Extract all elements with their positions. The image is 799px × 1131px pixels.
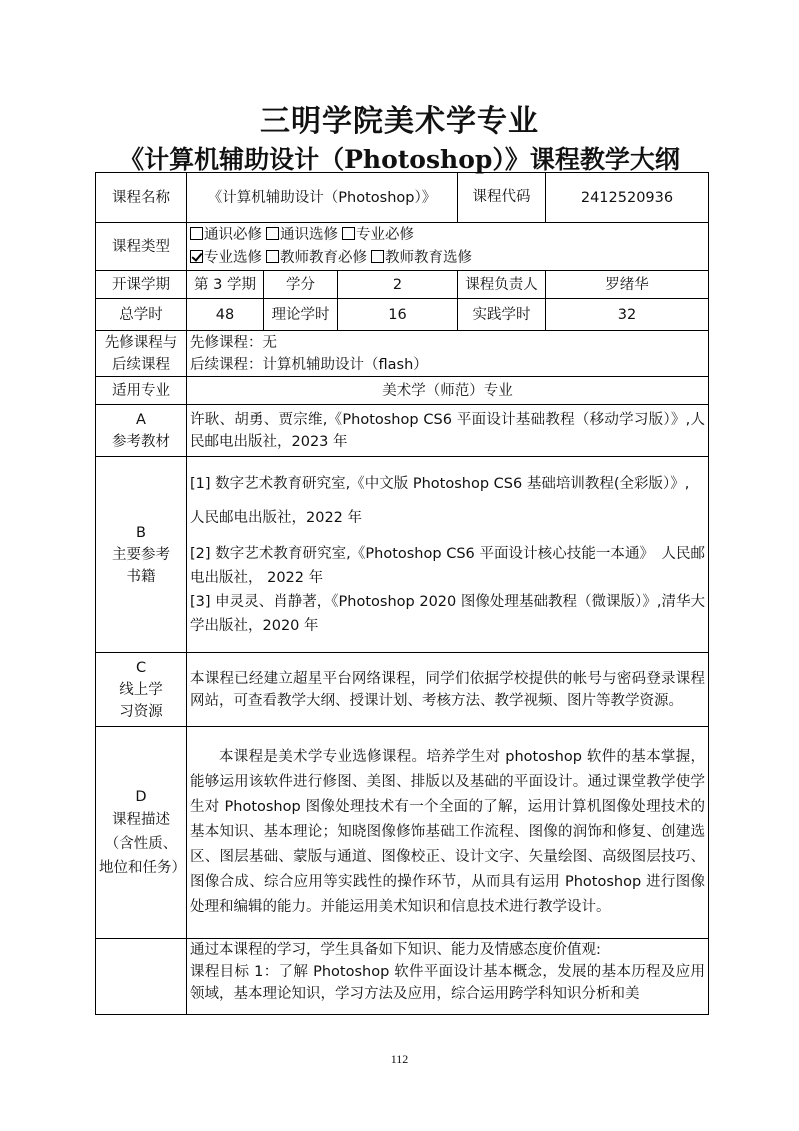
section-letter: D	[135, 788, 147, 805]
row-references	[96, 457, 709, 653]
reference-item: [1] 数字艺术教育研究室,《中文版 Photoshop CS6 基础培训教程(全彩版）》,	[190, 475, 690, 492]
credit-value: 2	[338, 271, 458, 299]
option-tongshi-bixiu: 通识必修	[190, 227, 262, 243]
reference-item: [3] 申灵灵、肖静著，《Photoshop 2020 图像处理基础教程（微课版）》,清华大学出版社，2020 年	[190, 593, 705, 634]
description-value: 本课程是美术学专业选修课程。培养学生对 photoshop 软件的基本掌握，能够运用该软件进行修图、美图、排版以及基础的平面设计。通过课堂教学使学生对 Photoshop 图像处理技术有一个全面的了解，运用计算机图像处理技术的基本知识、基本理论；知晓图像修饰基础工作流程、图像的润饰和修复、创建选区、图层基础、蒙版与通道、图像校正、设计文字、矢量绘图、高级图层技巧、图像合成、综合应用等实践性的操作环节，从而具有运用 Photoshop 进行图像处理和编辑的能力。并能运用美术知识和信息技术进行教学设计。	[187, 727, 709, 939]
major-value: 美术学（师范）专业	[187, 377, 709, 405]
objectives-value	[187, 939, 709, 1015]
checkbox-icon	[342, 227, 355, 240]
section-letter: B	[136, 524, 146, 541]
course-code-value: 2412520936	[546, 173, 709, 223]
online-label-cell	[96, 653, 187, 727]
references-value	[187, 457, 709, 653]
total-hours-value: 48	[187, 299, 264, 331]
section-letter: A	[136, 411, 146, 428]
leader-label: 课程负责人	[458, 271, 546, 299]
row-online	[96, 653, 709, 727]
checkbox-icon	[190, 227, 203, 240]
theory-hours-value: 16	[338, 299, 458, 331]
reference-item: 人民邮电出版社，2022 年	[190, 509, 363, 526]
course-code-label: 课程代码	[458, 173, 546, 223]
checkbox-icon	[266, 227, 279, 240]
description-label-cell	[96, 727, 187, 939]
references-label-cell	[96, 457, 187, 653]
semester-value: 第 3 学期	[187, 271, 264, 299]
online-label: 线上学习资源	[119, 681, 163, 720]
major-label: 适用专业	[96, 377, 187, 405]
row-hours	[96, 299, 709, 331]
objective-1: 课程目标 1：了解 Photoshop 软件平面设计基本概念，发展的基本历程及应用领域，基本理论知识，学习方法及应用，综合运用跨学科知识分析和美	[190, 964, 705, 1002]
prereq-line: 先修课程：无	[190, 334, 277, 351]
textbook-value: 许耿、胡勇、贾宗维,《Photoshop CS6 平面设计基础教程（移动学习版）》,人民邮电出版社，2023 年	[187, 405, 709, 457]
textbook-label: 参考教材	[112, 433, 170, 450]
prereq-value	[187, 331, 709, 377]
checkbox-icon	[266, 250, 279, 263]
reference-item: [2] 数字艺术教育研究室,《Photoshop CS6 平面设计核心技能一本通》 人民邮电出版社， 2022 年	[190, 545, 705, 586]
row-course-type	[96, 223, 709, 271]
semester-label: 开课学期	[96, 271, 187, 299]
followup-line: 后续课程：计算机辅助设计（flash）	[190, 356, 428, 373]
row-description	[96, 727, 709, 939]
objectives-intro: 通过本课程的学习，学生具备如下知识、能力及情感态度价值观:	[190, 942, 601, 958]
row-prereq	[96, 331, 709, 377]
section-letter: C	[135, 659, 147, 676]
option-zhuanye-bixiu: 专业必修	[342, 227, 414, 243]
prereq-label: 先修课程与后续课程	[96, 331, 187, 377]
leader-value: 罗绪华	[546, 271, 709, 299]
objectives-label-cell	[96, 939, 187, 1015]
row-major	[96, 377, 709, 405]
textbook-label-cell	[96, 405, 187, 457]
row-course-name	[96, 173, 709, 223]
option-zhuanye-xuanxiu: 专业选修	[190, 250, 262, 266]
row-textbook	[96, 405, 709, 457]
option-jiaoshi-bixiu: 教师教育必修	[266, 250, 367, 266]
document-subtitle: 《计算机辅助设计（Photoshop）》课程教学大纲	[119, 145, 680, 174]
description-label: 课程描述（含性质、地位和任务）	[99, 811, 186, 876]
theory-hours-label: 理论学时	[264, 299, 338, 331]
syllabus-table	[95, 172, 709, 1015]
checkbox-icon	[371, 250, 384, 263]
row-objectives	[96, 939, 709, 1015]
course-type-label: 课程类型	[96, 223, 187, 271]
option-jiaoshi-xuanxiu: 教师教育选修	[371, 250, 472, 266]
page-number: 112	[390, 1052, 409, 1066]
document-title: 三明学院美术学专业	[260, 104, 539, 139]
checkbox-checked-icon	[190, 250, 203, 263]
option-tongshi-xuanxiu: 通识选修	[266, 227, 338, 243]
row-semester	[96, 271, 709, 299]
references-label: 主要参考书籍	[112, 546, 170, 585]
credit-label: 学分	[264, 271, 338, 299]
practice-hours-label: 实践学时	[458, 299, 546, 331]
course-name-value: 《计算机辅助设计（Photoshop）》	[187, 173, 458, 223]
online-value: 本课程已经建立超星平台网络课程，同学们依据学校提供的帐号与密码登录课程网站，可查看教学大纲、授课计划、考核方法、教学视频、图片等教学资源。	[187, 653, 709, 727]
total-hours-label: 总学时	[96, 299, 187, 331]
course-name-label: 课程名称	[96, 173, 187, 223]
practice-hours-value: 32	[546, 299, 709, 331]
course-type-options	[187, 223, 709, 271]
